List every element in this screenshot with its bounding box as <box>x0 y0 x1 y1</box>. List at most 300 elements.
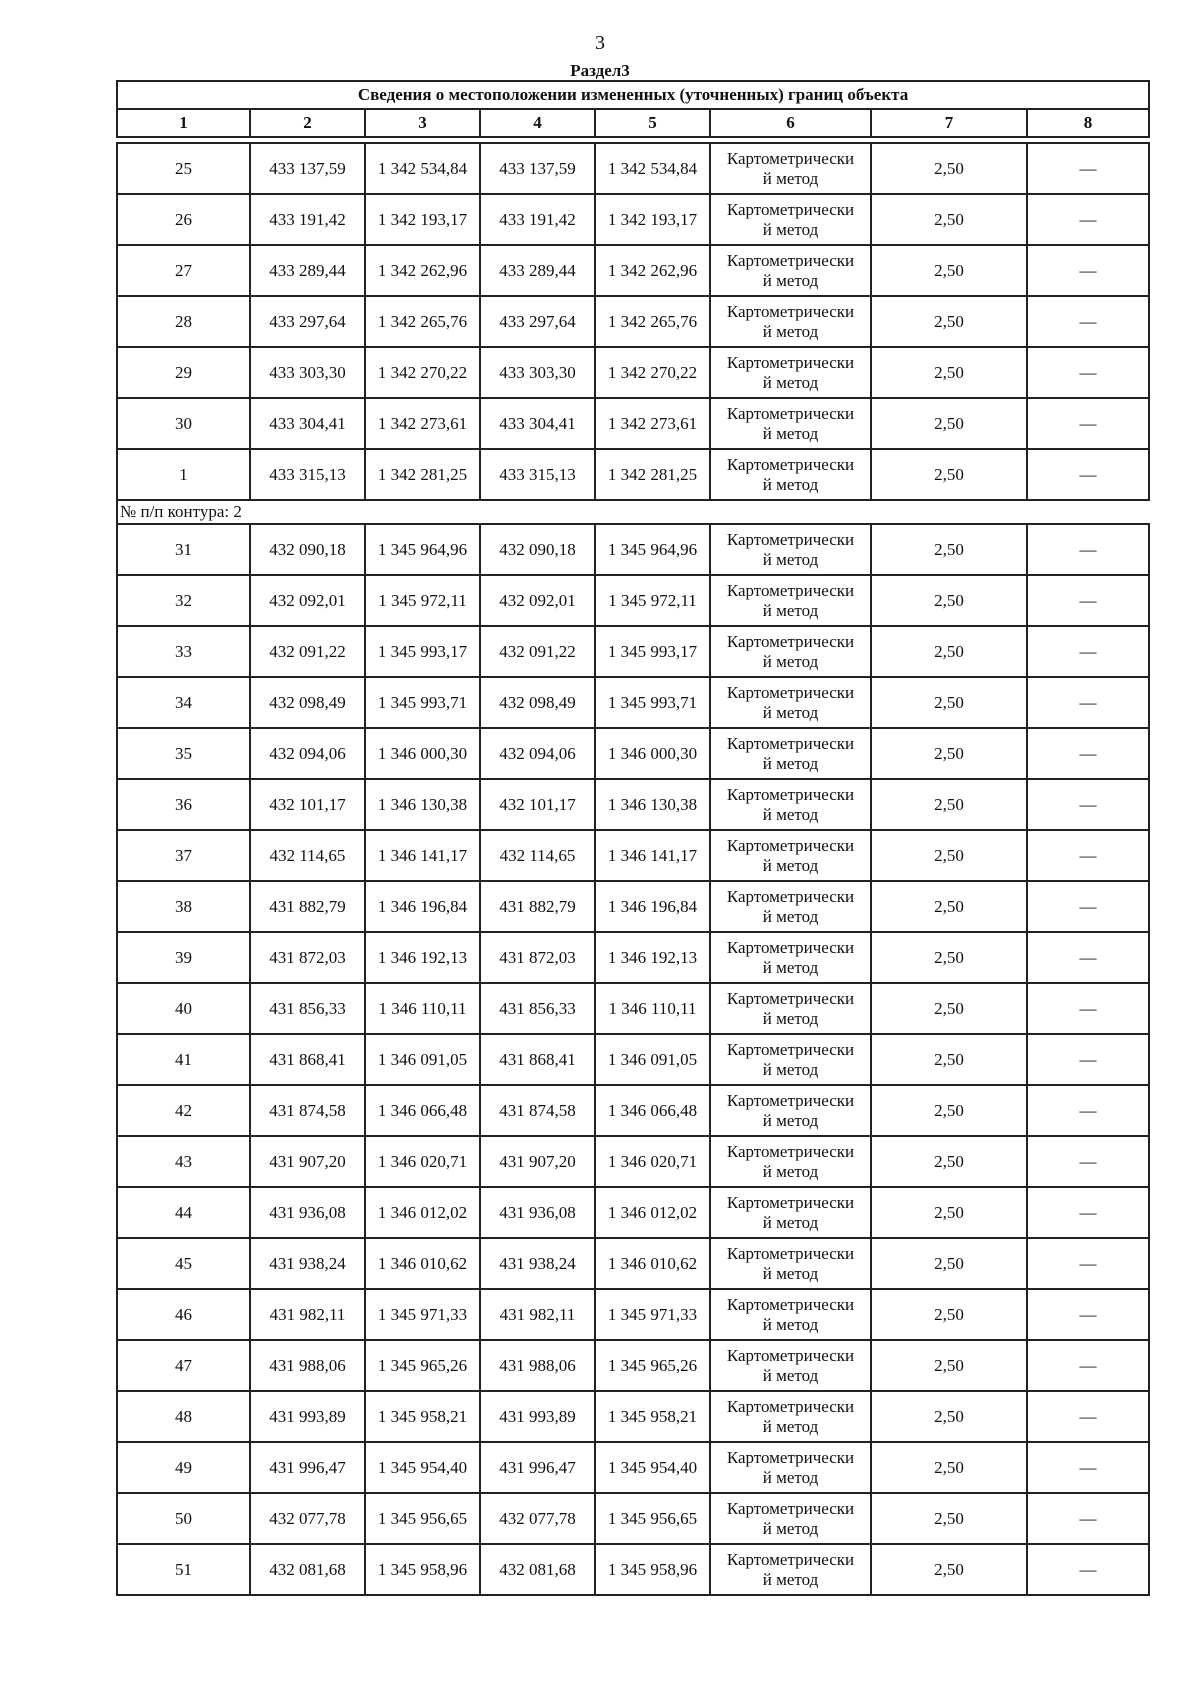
x-old-cell: 431 936,08 <box>250 1187 365 1238</box>
accuracy-cell: 2,50 <box>871 830 1027 881</box>
point-number-cell: 48 <box>117 1391 250 1442</box>
x-new-cell: 433 191,42 <box>480 194 595 245</box>
table-row <box>117 398 1149 449</box>
point-number-cell: 28 <box>117 296 250 347</box>
accuracy-cell: 2,50 <box>871 1136 1027 1187</box>
description-cell: — <box>1027 1391 1149 1442</box>
method-cell <box>710 626 871 677</box>
table-row <box>117 347 1149 398</box>
point-number-cell: 39 <box>117 932 250 983</box>
method-cell <box>710 347 871 398</box>
method-text-line1: Картометрически <box>726 1549 855 1569</box>
method-cell <box>710 677 871 728</box>
y-old-cell: 1 345 954,40 <box>365 1442 480 1493</box>
y-old-cell: 1 342 273,61 <box>365 398 480 449</box>
accuracy-cell: 2,50 <box>871 1493 1027 1544</box>
table-title-row <box>117 81 1149 109</box>
point-number-cell: 46 <box>117 1289 250 1340</box>
y-old-cell: 1 345 993,71 <box>365 677 480 728</box>
column-header: 4 <box>480 109 595 137</box>
table-row <box>117 932 1149 983</box>
y-new-cell: 1 342 270,22 <box>595 347 710 398</box>
accuracy-cell: 2,50 <box>871 677 1027 728</box>
x-old-cell: 432 101,17 <box>250 779 365 830</box>
y-new-cell: 1 346 012,02 <box>595 1187 710 1238</box>
description-cell: — <box>1027 677 1149 728</box>
description-cell: — <box>1027 347 1149 398</box>
y-new-cell: 1 346 091,05 <box>595 1034 710 1085</box>
y-old-cell: 1 346 066,48 <box>365 1085 480 1136</box>
description-cell: — <box>1027 245 1149 296</box>
boundary-table <box>116 80 1150 1596</box>
y-new-cell: 1 342 265,76 <box>595 296 710 347</box>
y-new-cell: 1 346 196,84 <box>595 881 710 932</box>
method-text-line2: й метод <box>762 1518 819 1538</box>
method-text-line2: й метод <box>762 1059 819 1079</box>
method-cell <box>710 1187 871 1238</box>
method-text-line2: й метод <box>762 600 819 620</box>
x-new-cell: 431 936,08 <box>480 1187 595 1238</box>
table-row <box>117 1289 1149 1340</box>
accuracy-cell: 2,50 <box>871 932 1027 983</box>
point-number-cell: 51 <box>117 1544 250 1595</box>
table-row <box>117 728 1149 779</box>
method-text-line2: й метод <box>762 168 819 188</box>
method-text-line2: й метод <box>762 906 819 926</box>
table-row <box>117 1238 1149 1289</box>
point-number-cell: 41 <box>117 1034 250 1085</box>
table-row <box>117 1442 1149 1493</box>
column-header: 5 <box>595 109 710 137</box>
method-text-line2: й метод <box>762 372 819 392</box>
y-new-cell: 1 342 273,61 <box>595 398 710 449</box>
table-row <box>117 1391 1149 1442</box>
x-old-cell: 431 988,06 <box>250 1340 365 1391</box>
table-row <box>117 983 1149 1034</box>
x-new-cell: 433 315,13 <box>480 449 595 500</box>
method-cell <box>710 296 871 347</box>
method-text-line2: й метод <box>762 1110 819 1130</box>
method-text-line1: Картометрически <box>726 580 855 600</box>
x-new-cell: 433 289,44 <box>480 245 595 296</box>
table-row <box>117 1034 1149 1085</box>
point-number-cell: 27 <box>117 245 250 296</box>
x-old-cell: 432 092,01 <box>250 575 365 626</box>
y-old-cell: 1 342 534,84 <box>365 143 480 194</box>
x-old-cell: 433 304,41 <box>250 398 365 449</box>
y-new-cell: 1 346 130,38 <box>595 779 710 830</box>
table-row <box>117 1340 1149 1391</box>
method-text-line2: й метод <box>762 855 819 875</box>
method-text-line2: й метод <box>762 1212 819 1232</box>
x-new-cell: 431 856,33 <box>480 983 595 1034</box>
y-new-cell: 1 346 010,62 <box>595 1238 710 1289</box>
method-cell <box>710 398 871 449</box>
method-text-line1: Картометрически <box>726 529 855 549</box>
table-row <box>117 1085 1149 1136</box>
section-title: Раздел3 <box>570 61 630 80</box>
accuracy-cell: 2,50 <box>871 143 1027 194</box>
x-new-cell: 432 090,18 <box>480 524 595 575</box>
y-old-cell: 1 346 192,13 <box>365 932 480 983</box>
point-number-cell: 36 <box>117 779 250 830</box>
y-old-cell: 1 346 091,05 <box>365 1034 480 1085</box>
x-old-cell: 431 938,24 <box>250 1238 365 1289</box>
accuracy-cell: 2,50 <box>871 398 1027 449</box>
method-cell <box>710 1136 871 1187</box>
description-cell: — <box>1027 143 1149 194</box>
method-cell <box>710 881 871 932</box>
description-cell: — <box>1027 1493 1149 1544</box>
y-old-cell: 1 346 020,71 <box>365 1136 480 1187</box>
method-text-line1: Картометрически <box>726 631 855 651</box>
x-new-cell: 432 098,49 <box>480 677 595 728</box>
x-old-cell: 431 907,20 <box>250 1136 365 1187</box>
y-old-cell: 1 345 958,96 <box>365 1544 480 1595</box>
x-old-cell: 432 077,78 <box>250 1493 365 1544</box>
description-cell: — <box>1027 1085 1149 1136</box>
y-new-cell: 1 345 972,11 <box>595 575 710 626</box>
x-old-cell: 432 090,18 <box>250 524 365 575</box>
method-cell <box>710 1544 871 1595</box>
method-text-line2: й метод <box>762 423 819 443</box>
x-old-cell: 432 114,65 <box>250 830 365 881</box>
y-new-cell: 1 345 993,17 <box>595 626 710 677</box>
y-old-cell: 1 345 971,33 <box>365 1289 480 1340</box>
x-old-cell: 431 872,03 <box>250 932 365 983</box>
method-text-line2: й метод <box>762 1161 819 1181</box>
x-new-cell: 431 868,41 <box>480 1034 595 1085</box>
y-new-cell: 1 346 020,71 <box>595 1136 710 1187</box>
y-new-cell: 1 345 965,26 <box>595 1340 710 1391</box>
y-new-cell: 1 342 281,25 <box>595 449 710 500</box>
point-number-cell: 38 <box>117 881 250 932</box>
method-text-line1: Картометрически <box>726 1447 855 1467</box>
y-new-cell: 1 345 993,71 <box>595 677 710 728</box>
method-text-line1: Картометрически <box>726 988 855 1008</box>
accuracy-cell: 2,50 <box>871 1085 1027 1136</box>
method-text-line1: Картометрически <box>726 1396 855 1416</box>
description-cell: — <box>1027 1442 1149 1493</box>
table-row <box>117 449 1149 500</box>
x-old-cell: 431 868,41 <box>250 1034 365 1085</box>
x-old-cell: 432 098,49 <box>250 677 365 728</box>
method-text-line1: Картометрически <box>726 1498 855 1518</box>
method-text-line1: Картометрически <box>726 1294 855 1314</box>
x-old-cell: 431 993,89 <box>250 1391 365 1442</box>
method-text-line2: й метод <box>762 753 819 773</box>
method-text-line2: й метод <box>762 321 819 341</box>
method-cell <box>710 728 871 779</box>
y-old-cell: 1 346 141,17 <box>365 830 480 881</box>
y-new-cell: 1 346 141,17 <box>595 830 710 881</box>
y-new-cell: 1 346 000,30 <box>595 728 710 779</box>
y-old-cell: 1 342 193,17 <box>365 194 480 245</box>
page-number: 3 <box>595 32 605 54</box>
accuracy-cell: 2,50 <box>871 1034 1027 1085</box>
column-header: 3 <box>365 109 480 137</box>
description-cell: — <box>1027 626 1149 677</box>
method-text-line1: Картометрически <box>726 250 855 270</box>
x-old-cell: 432 081,68 <box>250 1544 365 1595</box>
accuracy-cell: 2,50 <box>871 194 1027 245</box>
x-new-cell: 432 077,78 <box>480 1493 595 1544</box>
method-text-line2: й метод <box>762 702 819 722</box>
point-number-cell: 47 <box>117 1340 250 1391</box>
method-text-line1: Картометрически <box>726 1141 855 1161</box>
table-row <box>117 194 1149 245</box>
y-old-cell: 1 342 262,96 <box>365 245 480 296</box>
method-text-line2: й метод <box>762 219 819 239</box>
y-new-cell: 1 345 954,40 <box>595 1442 710 1493</box>
method-text-line2: й метод <box>762 1314 819 1334</box>
accuracy-cell: 2,50 <box>871 1340 1027 1391</box>
point-number-cell: 25 <box>117 143 250 194</box>
method-cell <box>710 983 871 1034</box>
method-text-line2: й метод <box>762 957 819 977</box>
x-old-cell: 433 289,44 <box>250 245 365 296</box>
table-row <box>117 524 1149 575</box>
y-new-cell: 1 342 262,96 <box>595 245 710 296</box>
table-header-row <box>117 109 1149 137</box>
y-old-cell: 1 345 965,26 <box>365 1340 480 1391</box>
y-new-cell: 1 346 192,13 <box>595 932 710 983</box>
method-cell <box>710 1442 871 1493</box>
x-new-cell: 432 091,22 <box>480 626 595 677</box>
x-new-cell: 432 081,68 <box>480 1544 595 1595</box>
description-cell: — <box>1027 575 1149 626</box>
method-cell <box>710 1034 871 1085</box>
description-cell: — <box>1027 830 1149 881</box>
y-old-cell: 1 346 130,38 <box>365 779 480 830</box>
description-cell: — <box>1027 983 1149 1034</box>
method-text-line2: й метод <box>762 1467 819 1487</box>
y-old-cell: 1 342 265,76 <box>365 296 480 347</box>
point-number-cell: 37 <box>117 830 250 881</box>
method-text-line2: й метод <box>762 651 819 671</box>
method-cell <box>710 932 871 983</box>
description-cell: — <box>1027 728 1149 779</box>
column-header: 8 <box>1027 109 1149 137</box>
x-new-cell: 432 114,65 <box>480 830 595 881</box>
table-row <box>117 296 1149 347</box>
accuracy-cell: 2,50 <box>871 1442 1027 1493</box>
x-new-cell: 433 137,59 <box>480 143 595 194</box>
description-cell: — <box>1027 1289 1149 1340</box>
table-row <box>117 881 1149 932</box>
x-new-cell: 431 882,79 <box>480 881 595 932</box>
description-cell: — <box>1027 1544 1149 1595</box>
x-new-cell: 431 996,47 <box>480 1442 595 1493</box>
accuracy-cell: 2,50 <box>871 881 1027 932</box>
method-cell <box>710 1340 871 1391</box>
accuracy-cell: 2,50 <box>871 347 1027 398</box>
x-new-cell: 431 993,89 <box>480 1391 595 1442</box>
accuracy-cell: 2,50 <box>871 296 1027 347</box>
description-cell: — <box>1027 1340 1149 1391</box>
x-new-cell: 433 303,30 <box>480 347 595 398</box>
accuracy-cell: 2,50 <box>871 449 1027 500</box>
table-row <box>117 1544 1149 1595</box>
column-header: 7 <box>871 109 1027 137</box>
method-text-line1: Картометрически <box>726 1243 855 1263</box>
point-number-cell: 35 <box>117 728 250 779</box>
accuracy-cell: 2,50 <box>871 983 1027 1034</box>
y-new-cell: 1 345 958,21 <box>595 1391 710 1442</box>
x-old-cell: 433 303,30 <box>250 347 365 398</box>
method-cell <box>710 779 871 830</box>
x-old-cell: 432 091,22 <box>250 626 365 677</box>
method-text-line1: Картометрически <box>726 1090 855 1110</box>
method-text-line1: Картометрически <box>726 1192 855 1212</box>
x-old-cell: 431 856,33 <box>250 983 365 1034</box>
method-text-line2: й метод <box>762 1365 819 1385</box>
description-cell: — <box>1027 779 1149 830</box>
y-new-cell: 1 346 110,11 <box>595 983 710 1034</box>
contour-row <box>117 500 1149 524</box>
accuracy-cell: 2,50 <box>871 1187 1027 1238</box>
method-text-line1: Картометрически <box>726 835 855 855</box>
method-cell <box>710 449 871 500</box>
x-new-cell: 431 874,58 <box>480 1085 595 1136</box>
method-cell <box>710 1391 871 1442</box>
column-header: 6 <box>710 109 871 137</box>
description-cell: — <box>1027 524 1149 575</box>
method-text-line2: й метод <box>762 270 819 290</box>
table-row <box>117 779 1149 830</box>
point-number-cell: 45 <box>117 1238 250 1289</box>
table-row <box>117 626 1149 677</box>
point-number-cell: 26 <box>117 194 250 245</box>
x-new-cell: 433 304,41 <box>480 398 595 449</box>
y-new-cell: 1 345 964,96 <box>595 524 710 575</box>
method-text-line1: Картометрически <box>726 886 855 906</box>
table-row <box>117 1187 1149 1238</box>
table-row <box>117 245 1149 296</box>
x-old-cell: 431 982,11 <box>250 1289 365 1340</box>
point-number-cell: 50 <box>117 1493 250 1544</box>
x-new-cell: 431 907,20 <box>480 1136 595 1187</box>
x-old-cell: 433 315,13 <box>250 449 365 500</box>
x-new-cell: 431 872,03 <box>480 932 595 983</box>
table-row <box>117 143 1149 194</box>
contour-label: № п/п контура: 2 <box>117 500 1149 524</box>
x-new-cell: 432 101,17 <box>480 779 595 830</box>
method-cell <box>710 1289 871 1340</box>
method-text-line1: Картометрически <box>726 1039 855 1059</box>
method-text-line1: Картометрически <box>726 682 855 702</box>
y-new-cell: 1 345 971,33 <box>595 1289 710 1340</box>
y-old-cell: 1 345 956,65 <box>365 1493 480 1544</box>
accuracy-cell: 2,50 <box>871 245 1027 296</box>
y-old-cell: 1 346 012,02 <box>365 1187 480 1238</box>
point-number-cell: 30 <box>117 398 250 449</box>
y-new-cell: 1 345 956,65 <box>595 1493 710 1544</box>
method-text-line1: Картометрически <box>726 937 855 957</box>
accuracy-cell: 2,50 <box>871 728 1027 779</box>
x-old-cell: 431 882,79 <box>250 881 365 932</box>
x-new-cell: 432 094,06 <box>480 728 595 779</box>
table-title: Сведения о местоположении измененных (уточненных) границ объекта <box>117 81 1149 109</box>
description-cell: — <box>1027 1136 1149 1187</box>
accuracy-cell: 2,50 <box>871 1391 1027 1442</box>
y-new-cell: 1 345 958,96 <box>595 1544 710 1595</box>
method-text-line1: Картометрически <box>726 1345 855 1365</box>
method-text-line1: Картометрически <box>726 301 855 321</box>
description-cell: — <box>1027 296 1149 347</box>
y-old-cell: 1 345 972,11 <box>365 575 480 626</box>
point-number-cell: 40 <box>117 983 250 1034</box>
point-number-cell: 29 <box>117 347 250 398</box>
y-new-cell: 1 342 534,84 <box>595 143 710 194</box>
method-cell <box>710 1238 871 1289</box>
x-old-cell: 431 996,47 <box>250 1442 365 1493</box>
x-old-cell: 433 191,42 <box>250 194 365 245</box>
accuracy-cell: 2,50 <box>871 1544 1027 1595</box>
y-old-cell: 1 346 196,84 <box>365 881 480 932</box>
method-cell <box>710 1085 871 1136</box>
method-cell <box>710 575 871 626</box>
point-number-cell: 33 <box>117 626 250 677</box>
description-cell: — <box>1027 449 1149 500</box>
method-text-line2: й метод <box>762 1569 819 1589</box>
x-new-cell: 433 297,64 <box>480 296 595 347</box>
point-number-cell: 31 <box>117 524 250 575</box>
accuracy-cell: 2,50 <box>871 575 1027 626</box>
point-number-cell: 43 <box>117 1136 250 1187</box>
table-row <box>117 830 1149 881</box>
method-text-line1: Картометрически <box>726 454 855 474</box>
x-old-cell: 431 874,58 <box>250 1085 365 1136</box>
method-text-line2: й метод <box>762 1263 819 1283</box>
accuracy-cell: 2,50 <box>871 524 1027 575</box>
point-number-cell: 42 <box>117 1085 250 1136</box>
method-text-line2: й метод <box>762 804 819 824</box>
method-text-line1: Картометрически <box>726 784 855 804</box>
point-number-cell: 34 <box>117 677 250 728</box>
method-text-line1: Картометрически <box>726 199 855 219</box>
y-old-cell: 1 346 110,11 <box>365 983 480 1034</box>
method-cell <box>710 1493 871 1544</box>
method-text-line2: й метод <box>762 549 819 569</box>
x-new-cell: 431 938,24 <box>480 1238 595 1289</box>
y-new-cell: 1 342 193,17 <box>595 194 710 245</box>
y-old-cell: 1 342 281,25 <box>365 449 480 500</box>
table-row <box>117 575 1149 626</box>
y-old-cell: 1 345 958,21 <box>365 1391 480 1442</box>
x-old-cell: 433 297,64 <box>250 296 365 347</box>
x-old-cell: 433 137,59 <box>250 143 365 194</box>
y-old-cell: 1 346 010,62 <box>365 1238 480 1289</box>
description-cell: — <box>1027 1238 1149 1289</box>
description-cell: — <box>1027 932 1149 983</box>
description-cell: — <box>1027 881 1149 932</box>
point-number-cell: 49 <box>117 1442 250 1493</box>
method-text-line2: й метод <box>762 1416 819 1436</box>
y-old-cell: 1 346 000,30 <box>365 728 480 779</box>
y-old-cell: 1 345 964,96 <box>365 524 480 575</box>
x-new-cell: 431 988,06 <box>480 1340 595 1391</box>
y-old-cell: 1 342 270,22 <box>365 347 480 398</box>
method-text-line1: Картометрически <box>726 148 855 168</box>
method-text-line1: Картометрически <box>726 403 855 423</box>
accuracy-cell: 2,50 <box>871 626 1027 677</box>
method-cell <box>710 194 871 245</box>
table-row <box>117 677 1149 728</box>
column-header: 1 <box>117 109 250 137</box>
method-cell <box>710 524 871 575</box>
accuracy-cell: 2,50 <box>871 1238 1027 1289</box>
